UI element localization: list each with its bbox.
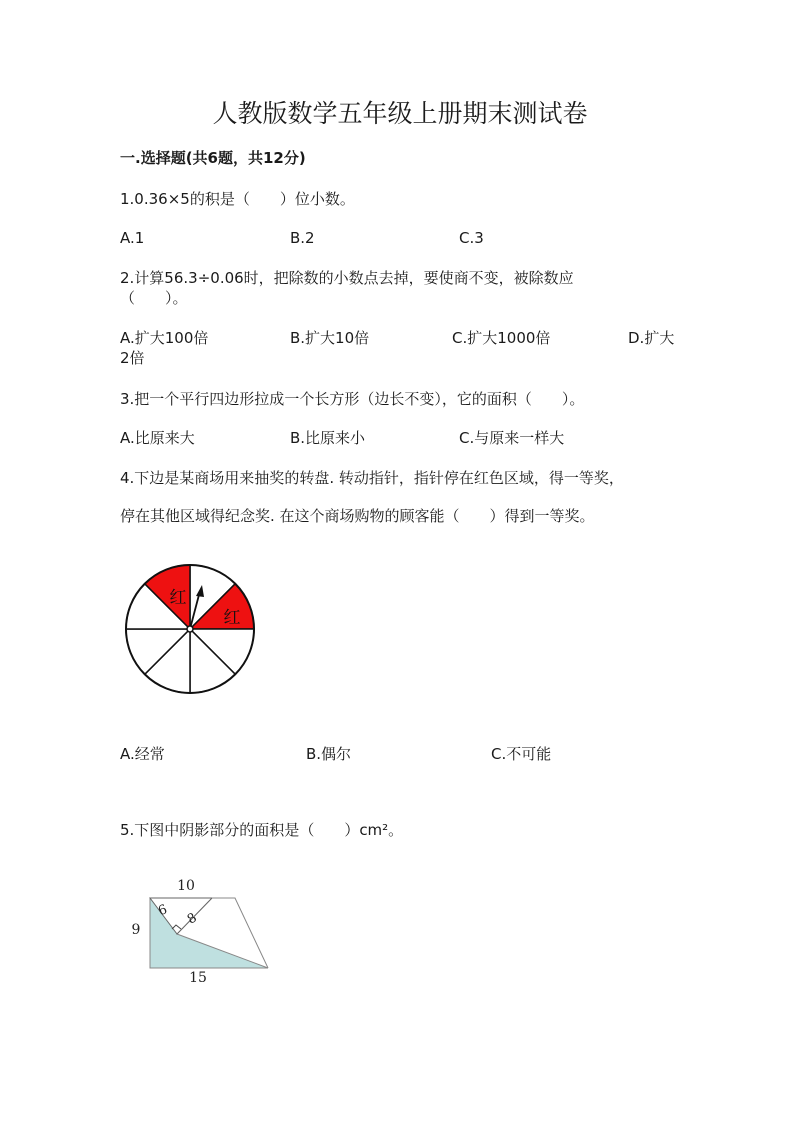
question-4-option-a: A.经常 [120,745,165,763]
question-5-stem: 5.下图中阴影部分的面积是（ ）cm²。 [120,821,404,839]
question-2-option-a: A.扩大100倍 [120,329,209,347]
red-sector-label: 红 [223,608,241,628]
question-3-option-a: A.比原来大 [120,429,195,447]
question-1-stem: 1.0.36×5的积是（ ）位小数。 [120,190,355,208]
question-1-option-b: B.2 [290,229,315,247]
question-1-option-a: A.1 [120,229,145,247]
trapezoid-figure [120,874,280,984]
question-4-stem: 4.下边是某商场用来抽奖的转盘. 转动指针，指针停在红色区域，得一等奖， [120,469,624,487]
question-2-option-d-wrap: 2倍 [120,349,145,367]
question-2-stem-cont: （ ）。 [120,289,188,307]
label-leg-a: 6 [156,902,170,920]
question-4-option-c: C.不可能 [491,745,552,763]
question-4-stem-cont: 停在其他区域得纪念奖. 在这个商场购物的顾客能（ ）得到一等奖。 [120,507,595,525]
page-title: 人教版数学五年级上册期末测试卷 [212,99,588,128]
question-3-option-c: C.与原来一样大 [459,429,565,447]
question-3-option-b: B.比原来小 [290,429,366,447]
label-bottom: 15 [189,970,207,986]
question-4-option-b: B.偶尔 [306,745,352,763]
red-sector-label: 红 [169,588,187,608]
question-2-option-b: B.扩大10倍 [290,329,370,347]
label-left: 9 [131,922,141,938]
question-2-stem: 2.计算56.3÷0.06时，把除数的小数点去掉，要使商不变，被除数应 [120,269,574,287]
label-leg-b: 8 [184,910,200,928]
question-3-stem: 3.把一个平行四边形拉成一个长方形（边长不变），它的面积（ ）。 [120,390,585,408]
question-2-option-d: D.扩大 [628,329,675,347]
spinner-figure [120,561,260,701]
label-top: 10 [177,878,195,894]
question-1-option-c: C.3 [459,229,484,247]
question-2-option-c: C.扩大1000倍 [452,329,551,347]
section-header: 一.选择题(共6题，共12分) [120,149,306,167]
